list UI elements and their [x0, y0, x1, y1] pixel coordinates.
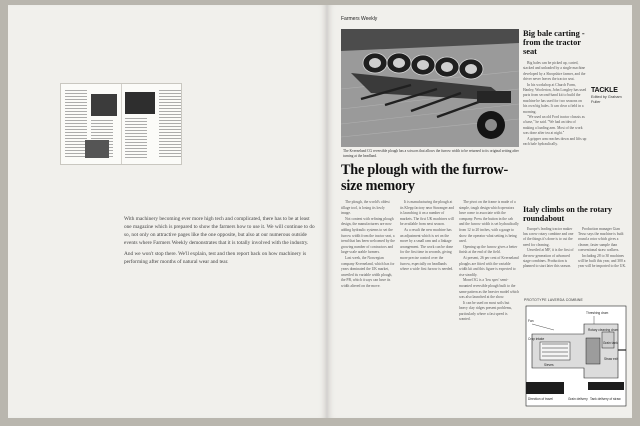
- sidebar-paragraph: Unveiled at MF, it is the first of the new generation of advanced stage combines. Production is planned to start later this season.: [523, 248, 574, 269]
- right-page: [327, 5, 632, 418]
- sidebar-big-bale: [523, 29, 587, 179]
- intro-paragraph: And we won't stop there. We'll explain, test and then report back on how machinery is performing after months of natural wear and tear.: [124, 251, 307, 266]
- sidebar-paragraph: In his workshop at Church Farm, Hanley, Woolerton, John Longley has used parts from second-hand kit to build the machine he has used for two seasons on his own big bales. It can clear a field in a morning.: [523, 82, 587, 114]
- thumbnail-fold: [121, 84, 122, 164]
- section-tag: [591, 87, 629, 104]
- combine-diagram: [524, 298, 628, 410]
- article-paragraph: Last week, the Norwegian company Kverneland, which has for years dominated the UK market, unveiled its variable width plough, the PB, which it says can have its width altered on the move.: [341, 255, 395, 288]
- diagram-title: PROTOTYPE LAVERDA COMBINE: [524, 298, 583, 302]
- diagram-label: Threshing drum: [586, 311, 609, 315]
- thumbnail-tractor-photo: [125, 92, 155, 114]
- diagram-label: Crop intake: [528, 337, 545, 341]
- sidebar-paragraph: Europe's leading tractor maker has a new rotary combine and one of the things it's done is to cut the need for cleaning.: [523, 226, 574, 247]
- photo-caption: The Kverneland CG reversible plough has a scissors that allows the furrow width to be returned to its original setting after turning at the headland.: [343, 149, 519, 158]
- diagram-label: Grain tank: [603, 341, 618, 345]
- plough-illustration: [341, 29, 519, 147]
- diagram-label: Rotary cleaning drum: [588, 328, 619, 332]
- article-paragraph: The plough, the world's oldest tillage tool, is losing its lowly image.: [341, 200, 390, 216]
- sidebar-body: [523, 61, 587, 179]
- diagram-label: Direction of travel: [528, 397, 553, 401]
- thumbnail-text-column: [159, 90, 181, 158]
- sidebar-paragraph: A gripper arm reaches down and lifts up each bale hydraulically.: [523, 136, 587, 147]
- article-paragraph: The pivot on the frame is made of a simple, tough design which operators have come to associate with the company. Press the button in the cab and the furrow width is set hydraulically from 12 to 20 inches, with a gauge to show the operator what setting is being used.: [459, 200, 519, 244]
- article-column: [400, 200, 454, 412]
- sidebar-headline: Italy climbs on the rotary roundabout: [523, 205, 612, 223]
- thumbnail-text-column: [125, 118, 147, 158]
- intro-paragraph: With machinery becoming ever more high tech and complicated, there has to be at least one magazine which is prepared to show the farmers how to use it. We will continue to do so, not only on attractive pages like the one opposite, but also at our numerous outside events where Farmers Weekly demonstrates that it is totally involved with the industry.: [124, 216, 315, 247]
- section-label: TACKLE: [591, 87, 618, 94]
- article-paragraph: It can be used on most soils but heavy clay ridges present problems, particularly where a fast speed is wanted.: [459, 300, 512, 322]
- article-paragraph: Not content with refining plough design, the manufacturers are now adding hydraulic systems to set the furrow width from the tractor seat, a trend that has been welcomed by the growing number of contractors and large-scale arable farmers.: [341, 216, 395, 255]
- thumbnail-photo: [85, 140, 109, 158]
- sidebar-italy-rotary: [523, 206, 629, 285]
- article-paragraph: At present, 26 per cent of Kverneland ploughs are fitted with the variable width kit and this figure is expected to rise steadily.: [459, 255, 519, 277]
- article-paragraph: It is manufacturing the plough at its Klepp factory near Stavanger and is launching it on a number of markets. The first UK machines will be available from next season.: [400, 200, 454, 227]
- diagram-label: Tank delivery of straw: [590, 397, 621, 401]
- spread-thumbnail: [60, 83, 182, 165]
- magazine-name: Farmers Weekly: [341, 16, 378, 22]
- sidebar-headline: Big bale carting - from the tractor seat: [523, 29, 585, 56]
- sidebar-paragraph: Big bales can be picked up, carted, stacked and unloaded by a single machine developed by a Shropshire farmer, and the driver never leaves the tractor seat.: [523, 61, 586, 82]
- sidebar-paragraph: Including 28 to 30 machines will be built this year, and 300 a year will be imported to the UK.: [578, 253, 627, 269]
- diagram-label: Straw exit: [604, 357, 618, 361]
- thumbnail-photo: [91, 94, 117, 116]
- sidebar-paragraph: "We used an old Ford tractor chassis as a base," he said. "We had an idea of making a loading arm. Most of the work was done after tea at night.": [523, 115, 585, 136]
- diagram-label: Fan: [528, 319, 534, 323]
- plough-photo: [341, 29, 519, 147]
- article-paragraph: As a result the new machine has an adjustment which is set on the move by a small ram and a linkage arrangement. The work can be done for the first time in seconds, giving more precise control over the furrow, especially on headlands where a wide first furrow is needed.: [400, 227, 454, 272]
- sidebar-body: [523, 227, 629, 285]
- article-paragraph: Opening up the furrow gives a better finish at the end of the field.: [459, 244, 518, 255]
- editor-credit: Edited by Graham Fuller: [591, 95, 622, 104]
- diagram-label: Sieves: [544, 363, 554, 367]
- article-column: [459, 200, 519, 412]
- intro-text: [124, 215, 316, 267]
- left-page: [8, 5, 327, 418]
- article-paragraph: Monel 3G is a 'low spec' semi-mounted reversible plough built to the same pattern as the heavier model which was also launched at the show.: [459, 278, 519, 300]
- thumbnail-text-column: [65, 90, 87, 158]
- sidebar-paragraph: Production manager Gian Tesso says the machine is built round a rotor which gives a cleaner, faster sample than conventional straw walkers.: [578, 226, 624, 253]
- sidebar-column: [523, 227, 574, 285]
- diagram-label: Grain delivery: [568, 397, 588, 401]
- combine-schematic: [524, 304, 628, 408]
- article-column: [341, 200, 395, 412]
- sidebar-column: [578, 227, 629, 285]
- article-headline: The plough with the furrow-size memory: [341, 162, 508, 194]
